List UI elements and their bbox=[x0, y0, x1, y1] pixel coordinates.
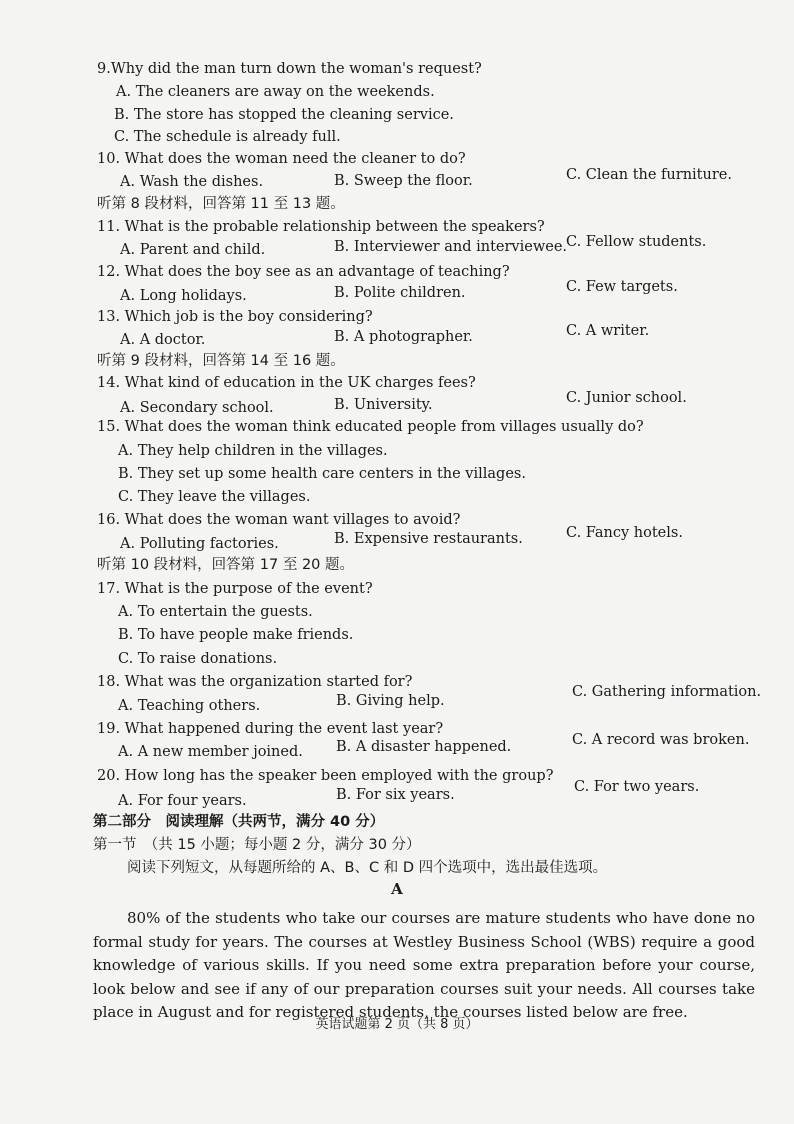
option-a: A. A doctor. bbox=[120, 332, 206, 348]
part-title: 第二部分 阅读理解（共两节，满分 40 分） bbox=[93, 814, 385, 830]
question-14 bbox=[97, 374, 476, 392]
option-c: C. Junior school. bbox=[566, 390, 687, 406]
passage-label: A bbox=[391, 880, 403, 898]
option-c: C. Few targets. bbox=[566, 279, 678, 295]
option-b: B. Giving help. bbox=[336, 693, 445, 709]
option-c: C. The schedule is already full. bbox=[114, 129, 341, 145]
question-text: How long has the speaker been employed with the group? bbox=[124, 768, 554, 784]
option-b: B. For six years. bbox=[336, 787, 455, 803]
directions: 阅读下列短文，从每题所给的 A、B、C 和 D 四个选项中，选出最佳选项。 bbox=[127, 860, 608, 876]
question-11 bbox=[97, 218, 545, 236]
option-b: B. A disaster happened. bbox=[336, 739, 512, 755]
question-20 bbox=[97, 767, 553, 785]
listening-instruction: 听第 9 段材料，回答第 14 至 16 题。 bbox=[97, 353, 345, 369]
option-c: C. Clean the furniture. bbox=[566, 167, 732, 183]
question-number: 20. bbox=[97, 768, 121, 784]
option-a: A. Teaching others. bbox=[118, 698, 261, 714]
section-title: 第一节 （共 15 小题；每小题 2 分，满分 30 分） bbox=[93, 837, 421, 853]
option-c: C. Gathering information. bbox=[572, 684, 762, 700]
option-b: B. They set up some health care centers in the villages. bbox=[118, 466, 526, 482]
question-number: 16. bbox=[97, 512, 121, 528]
passage-paragraph bbox=[93, 907, 755, 1025]
listening-instruction: 听第 10 段材料，回答第 17 至 20 题。 bbox=[97, 557, 355, 573]
question-17 bbox=[97, 580, 373, 598]
question-text: Why did the man turn down the woman's request? bbox=[110, 61, 482, 77]
option-a: A. Wash the dishes. bbox=[120, 174, 264, 190]
option-a: A. A new member joined. bbox=[118, 744, 303, 760]
option-b: B. University. bbox=[334, 397, 433, 413]
option-c: C. A writer. bbox=[566, 323, 650, 339]
question-16 bbox=[97, 511, 460, 529]
question-text: What does the woman need the cleaner to do? bbox=[124, 151, 466, 167]
question-number: 9. bbox=[97, 61, 111, 77]
option-c: C. For two years. bbox=[574, 779, 700, 795]
question-number: 15. bbox=[97, 419, 121, 435]
question-number: 17. bbox=[97, 581, 121, 597]
question-number: 14. bbox=[97, 375, 121, 391]
question-text: What is the purpose of the event? bbox=[124, 581, 373, 597]
question-number: 10. bbox=[97, 151, 121, 167]
option-c: C. A record was broken. bbox=[572, 732, 750, 748]
question-number: 19. bbox=[97, 721, 121, 737]
option-a: A. Secondary school. bbox=[120, 400, 274, 416]
question-10 bbox=[97, 150, 466, 168]
question-number: 11. bbox=[97, 219, 121, 235]
passage-text: 80% of the students who take our courses are mature students who have done no formal study for years. The courses at Westley Business School (WBS) require a good knowledge of various skills. If you need some extra preparation before your course, look below and see if any of our preparation courses suit your needs. All courses take place in August and for registered students, the courses listed below are free. bbox=[93, 909, 755, 1021]
question-number: 18. bbox=[97, 674, 121, 690]
question-13 bbox=[97, 308, 373, 326]
option-a: A. For four years. bbox=[118, 793, 247, 809]
question-text: What kind of education in the UK charges fees? bbox=[124, 375, 476, 391]
option-a: A. They help children in the villages. bbox=[118, 443, 388, 459]
option-b: B. Interviewer and interviewee. bbox=[334, 239, 568, 255]
question-9 bbox=[97, 60, 482, 78]
option-b: B. The store has stopped the cleaning service. bbox=[114, 107, 454, 123]
question-number: 13. bbox=[97, 309, 121, 325]
option-c: C. To raise donations. bbox=[118, 651, 278, 667]
question-19 bbox=[97, 720, 443, 738]
question-text: What does the woman want villages to avoid? bbox=[124, 512, 461, 528]
option-a: A. Polluting factories. bbox=[120, 536, 279, 552]
question-15 bbox=[97, 418, 644, 436]
question-text: What is the probable relationship between the speakers? bbox=[124, 219, 545, 235]
question-18 bbox=[97, 673, 412, 691]
option-a: A. Parent and child. bbox=[120, 242, 266, 258]
question-text: Which job is the boy considering? bbox=[124, 309, 373, 325]
option-a: A. The cleaners are away on the weekends. bbox=[116, 84, 435, 100]
page-footer: 英语试题第 2 页（共 8 页） bbox=[315, 1017, 479, 1032]
option-b: B. Polite children. bbox=[334, 285, 466, 301]
listening-instruction: 听第 8 段材料，回答第 11 至 13 题。 bbox=[97, 196, 345, 212]
option-b: B. To have people make friends. bbox=[118, 627, 354, 643]
question-text: What does the woman think educated people from villages usually do? bbox=[124, 419, 644, 435]
option-c: C. Fancy hotels. bbox=[566, 525, 683, 541]
question-12 bbox=[97, 263, 510, 281]
option-b: B. Sweep the floor. bbox=[334, 173, 473, 189]
option-b: B. Expensive restaurants. bbox=[334, 531, 523, 547]
option-b: B. A photographer. bbox=[334, 329, 473, 345]
option-a: A. To entertain the guests. bbox=[118, 604, 313, 620]
question-text: What does the boy see as an advantage of teaching? bbox=[124, 264, 510, 280]
question-number: 12. bbox=[97, 264, 121, 280]
option-c: C. Fellow students. bbox=[566, 234, 707, 250]
question-text: What happened during the event last year? bbox=[124, 721, 444, 737]
option-a: A. Long holidays. bbox=[120, 288, 247, 304]
option-c: C. They leave the villages. bbox=[118, 489, 311, 505]
question-text: What was the organization started for? bbox=[124, 674, 413, 690]
